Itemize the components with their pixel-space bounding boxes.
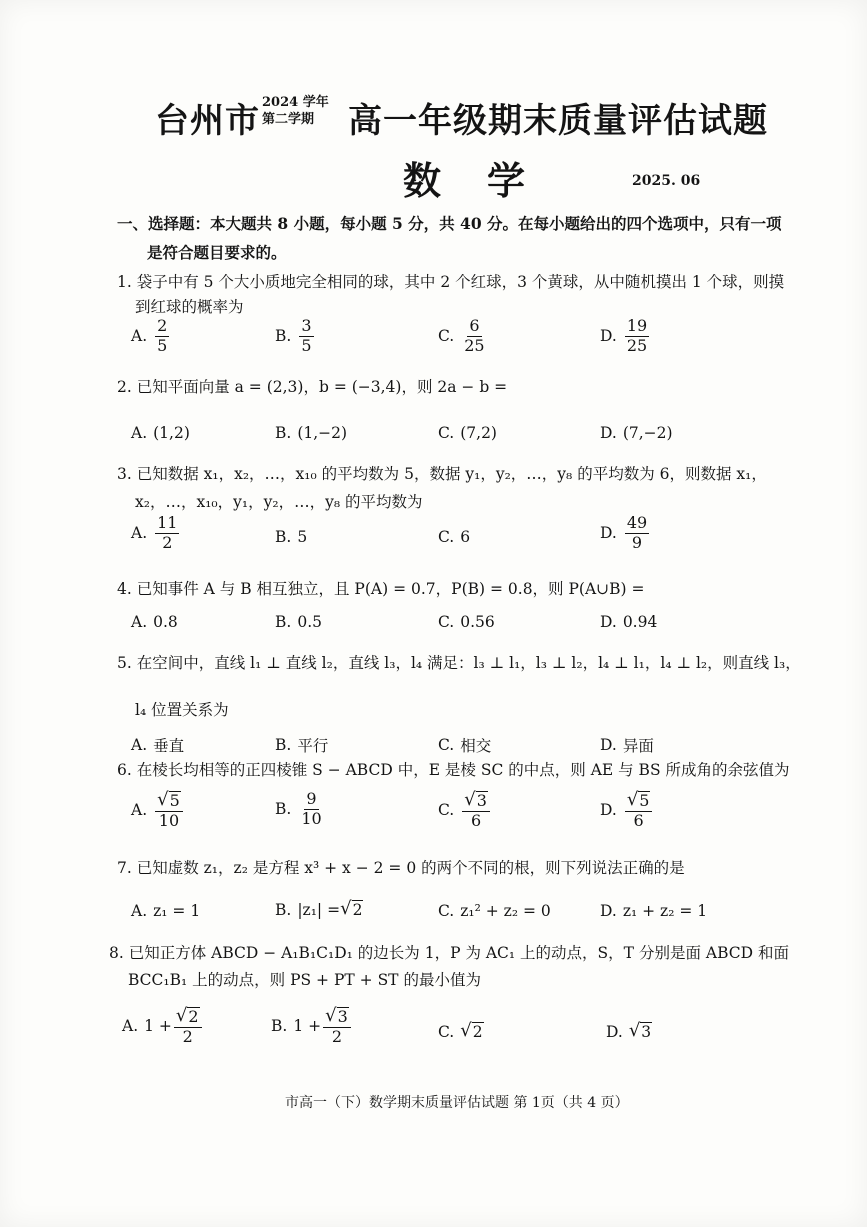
q4-option-a: A. 0.8 <box>131 613 178 631</box>
page-footer: 市高一（下）数学期末质量评估试题 第 1页（共 4 页） <box>285 1095 629 1111</box>
header-city: 台州市 <box>155 101 260 141</box>
q8-option-a: A. 1 + √ 2 2 <box>122 1007 204 1046</box>
q5-option-a: A. 垂直 <box>131 736 185 755</box>
fraction: √ 5 6 <box>625 791 653 830</box>
question-3-line2: x₂，…，x₁₀，y₁，y₂，…，y₈ 的平均数为 <box>135 493 423 511</box>
fraction: √ 3 6 <box>462 791 490 830</box>
q3-option-c: C. 6 <box>438 528 471 546</box>
header-year-line1: 2024 学年 <box>262 95 329 110</box>
q7-option-c: C. z₁² + z₂ = 0 <box>438 902 551 920</box>
section-instruction-line1: 一、选择题：本大题共 8 小题，每小题 5 分，共 40 分。在每小题给出的四个选项中，只有一项 <box>117 214 782 233</box>
question-3-line1: 3. 已知数据 x₁，x₂，…，x₁₀ 的平均数为 5，数据 y₁，y₂，…，y₈ 的平均数为 6，则数据 x₁， <box>117 465 767 483</box>
fraction: $\frac{11}{2}$ <box>157 513 178 552</box>
q5-option-d: D. 异面 <box>600 736 654 755</box>
question-8-line2: BCC₁B₁ 上的动点，则 PS + PT + ST 的最小值为 <box>128 971 481 989</box>
q1-option-a: A. $\frac{2}{5}$ <box>131 316 168 355</box>
q5-option-b: B. 平行 <box>275 736 329 755</box>
q8-option-d: D. √ 3 <box>606 1020 652 1041</box>
q8-option-b: B. 1 + √ 3 2 <box>271 1007 353 1046</box>
q7-option-d: D. z₁ + z₂ = 1 <box>600 902 708 920</box>
q4-option-c: C. 0.56 <box>438 613 495 631</box>
q3-option-d: D. $\frac{49}{9}$ <box>600 513 648 552</box>
q7-option-a: A. z₁ = 1 <box>131 902 201 920</box>
header-school-year <box>262 94 329 128</box>
q6-option-c: C. √ 3 6 <box>438 791 492 830</box>
q4-option-b: B. 0.5 <box>275 613 322 631</box>
question-4: 4. 已知事件 A 与 B 相互独立，且 P(A) = 0.7，P(B) = 0.8，则 P(A∪B) = <box>117 580 645 598</box>
fraction: √ 5 10 <box>155 791 183 830</box>
fraction: $\frac{9}{10}$ <box>301 789 322 828</box>
fraction: $\frac{6}{25}$ <box>464 316 485 355</box>
radical: √ 2 <box>460 1020 483 1041</box>
section-instruction-line2: 是符合题目要求的。 <box>147 243 287 262</box>
q8-option-c: C. √ 2 <box>438 1020 483 1041</box>
q2-option-d: D. (7,−2) <box>600 424 673 442</box>
q4-option-d: D. 0.94 <box>600 613 658 631</box>
question-1-line2: 到红球的概率为 <box>135 298 244 316</box>
question-7: 7. 已知虚数 z₁，z₂ 是方程 x³ + x − 2 = 0 的两个不同的根，则下列说法正确的是 <box>117 859 685 877</box>
q6-option-a: A. √ 5 10 <box>131 791 185 830</box>
subject-title: 数学 <box>403 158 572 203</box>
q7-option-b: B. |z₁| = √ 2 <box>275 898 363 919</box>
question-5-line1: 5. 在空间中，直线 l₁ ⊥ 直线 l₂，直线 l₃，l₄ 满足：l₃ ⊥ l₁，l₃ ⊥ l₂，l₄ ⊥ l₁，l₄ ⊥ l₂，则直线 l₃， <box>117 654 801 672</box>
radical: √ 5 <box>626 789 650 810</box>
question-5-line2: l₄ 位置关系为 <box>135 701 229 719</box>
q1-option-c: C. $\frac{6}{25}$ <box>438 316 485 355</box>
q1-option-d: D. $\frac{19}{25}$ <box>600 316 648 355</box>
question-6: 6. 在棱长均相等的正四棱锥 S − ABCD 中，E 是棱 SC 的中点，则 AE 与 BS 所成角的余弦值为 <box>117 761 790 779</box>
q2-option-c: C. (7,2) <box>438 424 497 442</box>
question-8-line1: 8. 已知正方体 ABCD − A₁B₁C₁D₁ 的边长为 1，P 为 AC₁ 上的动点，S，T 分别是面 ABCD 和面 <box>109 944 789 962</box>
q6-option-d: D. √ 5 6 <box>600 791 654 830</box>
q2-option-a: A. (1,2) <box>131 424 190 442</box>
q3-option-a: A. $\frac{11}{2}$ <box>131 513 178 552</box>
radical: √ 5 <box>157 789 180 810</box>
fraction: $\frac{19}{25}$ <box>626 316 648 355</box>
fraction: √ 2 2 <box>174 1007 202 1046</box>
fraction: √ 3 2 <box>323 1007 351 1046</box>
radical: √ 2 <box>175 1005 199 1026</box>
q2-option-b: B. (1,−2) <box>275 424 348 442</box>
q1-option-b: B. $\frac{3}{5}$ <box>275 316 312 355</box>
fraction: $\frac{2}{5}$ <box>157 316 168 355</box>
header-year-line2: 第二学期 <box>262 112 315 127</box>
q5-option-c: C. 相交 <box>438 736 492 755</box>
question-2: 2. 已知平面向量 a = (2,3)，b = (−3,4)，则 2a − b = <box>117 378 508 396</box>
radical: √ 2 <box>340 898 363 919</box>
radical: √ 3 <box>464 789 487 810</box>
radical: √ 3 <box>628 1020 652 1041</box>
radical: √ 3 <box>325 1005 348 1026</box>
q6-option-b: B. $\frac{9}{10}$ <box>275 789 322 828</box>
fraction: $\frac{49}{9}$ <box>626 513 648 552</box>
exam-date: 2025. 06 <box>632 173 701 189</box>
question-1-line1: 1. 袋子中有 5 个大小质地完全相同的球，其中 2 个红球，3 个黄球，从中随机摸出 1 个球，则摸 <box>117 273 785 291</box>
q3-option-b: B. 5 <box>275 528 308 546</box>
exam-title: 高一年级期末质量评估试题 <box>348 101 768 141</box>
fraction: $\frac{3}{5}$ <box>301 316 312 355</box>
